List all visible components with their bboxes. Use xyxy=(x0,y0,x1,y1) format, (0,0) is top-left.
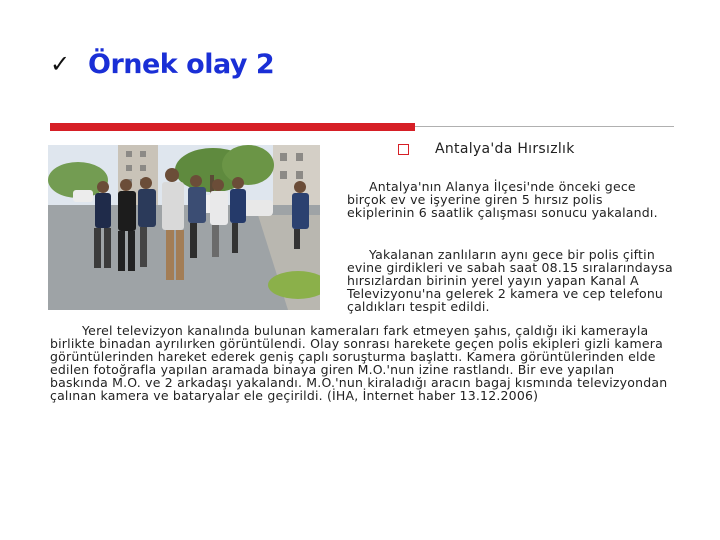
hollow-square-bullet-icon xyxy=(398,144,409,155)
article-paragraph-3: Yerel televizyon kanalında bulunan kameraları fark etmeyen şahıs, çaldığı iki kamerayla birlikte binadan ayrılırken görüntülendi. Olay sonrası harekete geçen polis ekipleri gizli kamera görüntülerinden hareket ederek geniş çaplı soruşturma başlattı. Kamera görüntülerinden elde edilen fotoğrafla yapılan aramada binaya giren M.O.'nun izine rastlandı. Bir eve yapılan baskında M.O. ve 2 arkadaşı yakalandı. M.O.'nun kiraladığı aracın bagaj kısmında televizyondan çalınan kamera ve bataryalar ele geçirildi. (İHA, İnternet haber 13.12.2006) xyxy=(50,323,668,403)
checkmark-icon: ✓ xyxy=(50,50,71,78)
slide-title: Örnek olay 2 xyxy=(88,48,275,80)
title-accent-bar xyxy=(50,123,415,131)
article-paragraph-2: Yakalanan zanlıların aynı gece bir polis çiftin evine girdikleri ve sabah saat 08.15 sıralarındaysa hırsızlardan birinin yerel yayın yapan Kanal A Televizyonu'na gelerek 2 kamera ve cep telefonu çaldıkları tespit edildi. xyxy=(347,247,673,314)
slide-title-row xyxy=(50,44,274,84)
article-heading: Antalya'da Hırsızlık xyxy=(435,141,575,157)
article-paragraph-1: Antalya'nın Alanya İlçesi'nde önceki gece birçok ev ve işyerine giren 5 hırsız polis ekiplerinin 6 saatlik çalışması sonucu yakalandı. xyxy=(347,179,658,220)
news-photo xyxy=(48,145,320,310)
